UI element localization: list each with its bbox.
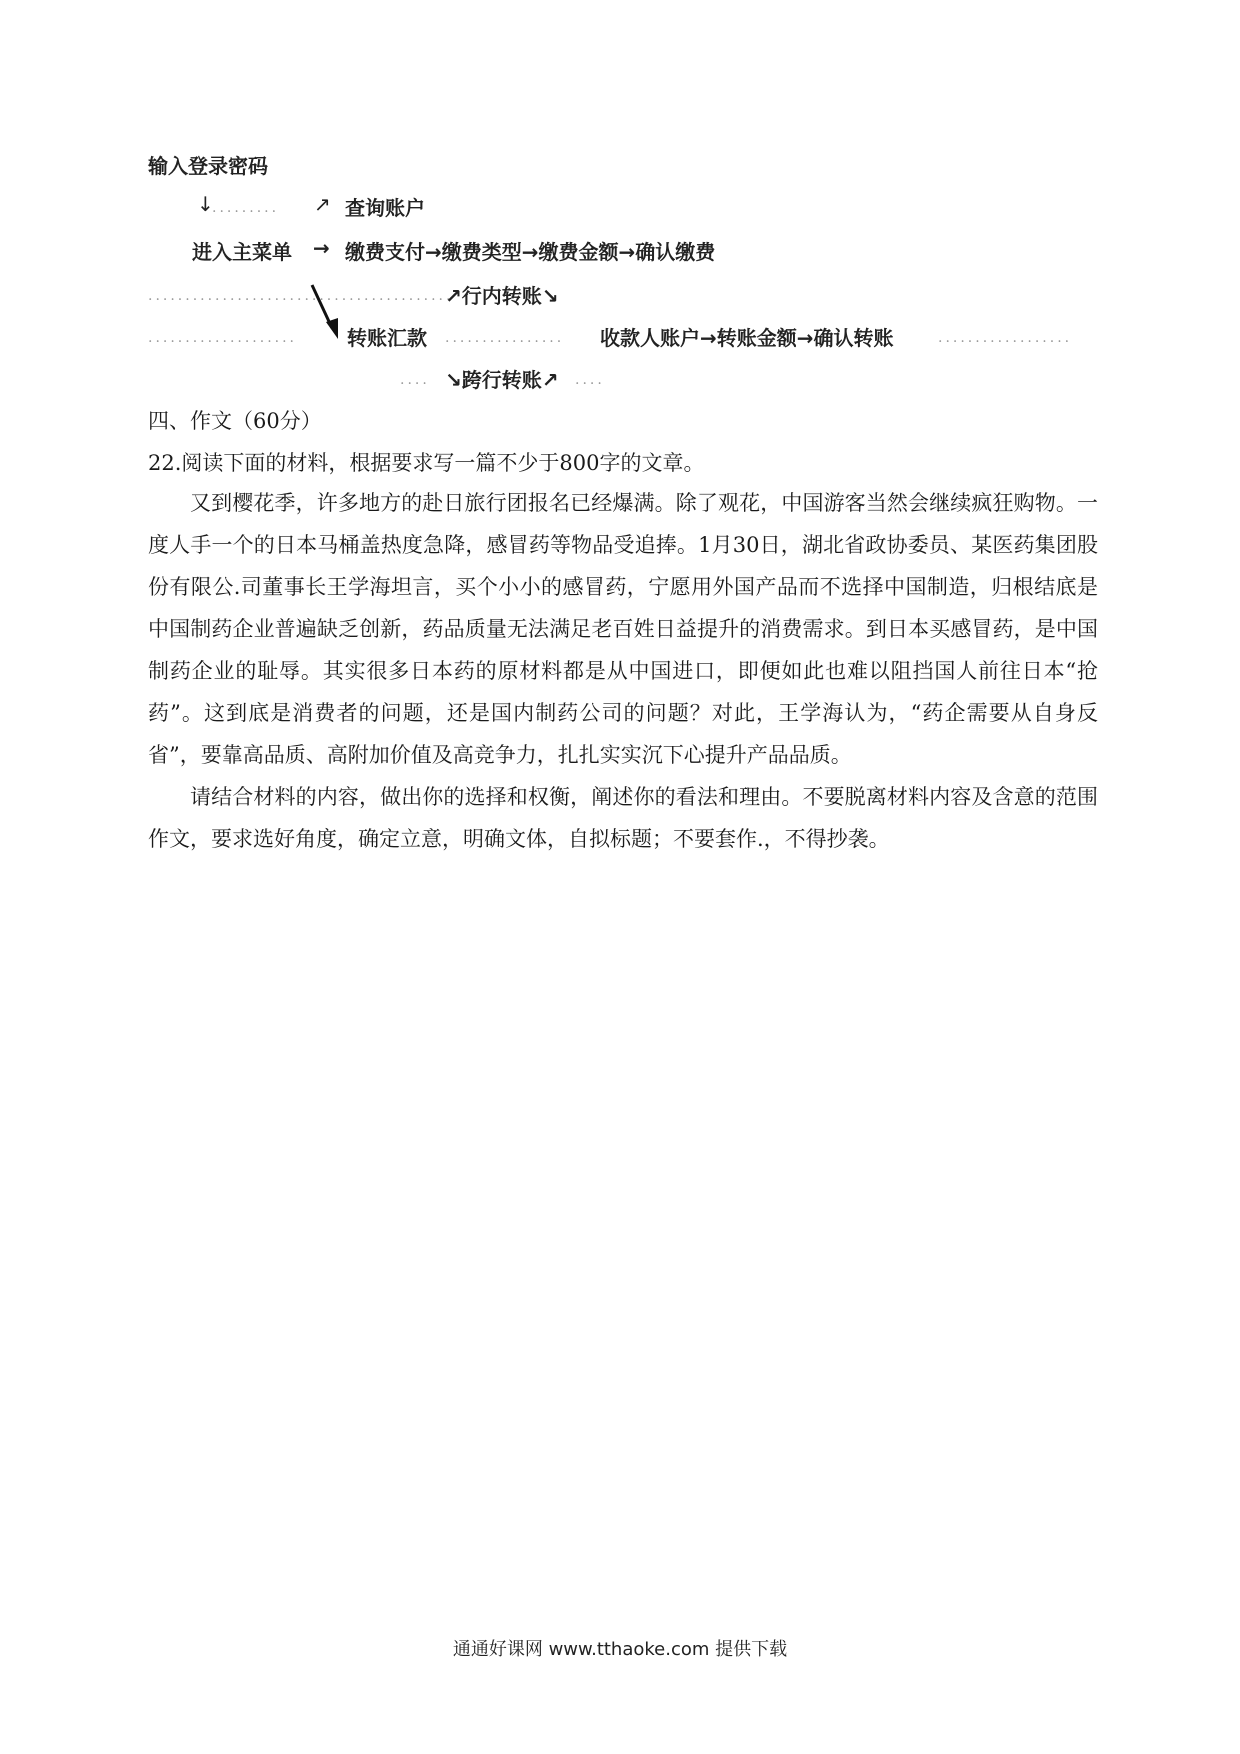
flow-login: 输入登录密码 — [148, 154, 268, 178]
flow-payment-chain: 缴费支付→缴费类型→缴费金额→确认缴费 — [345, 240, 716, 264]
flow-intra-bank: ↗行内转账↘ — [445, 284, 559, 308]
flow-dotted-leader: .... — [400, 372, 430, 388]
material-paragraph: 又到樱花季，许多地方的赴日旅行团报名已经爆满。除了观花，中国游客当然会继续疯狂购物。一度人手一个的日本马桶盖热度急降，感冒药等物品受追捧。1月30日，湖北省政协委员、某医药集团股份有限公.司董事长王学海坦言，买个小小的感冒药，宁愿用外国产品而不选择中国制造，归根结底是中国制药企业普遍缺乏创新，药品质量无法满足老百姓日益提升的消费需求。到日本买感冒药，是中国制药企业的耻辱。其实很多日本药的原材料都是从中国进口，即便如此也难以阻挡国人前往日本“抢药”。这到底是消费者的问题，还是国内制药公司的问题？对此，王学海认为，“药企需要从自身反省”，要靠高品质、高附加价值及高竞争力，扎扎实实沉下心提升产品品质。 — [148, 491, 1098, 767]
question-prompt: 22.阅读下面的材料，根据要求写一篇不少于800字的文章。 — [148, 451, 705, 475]
flow-main-menu-arrow: → — [313, 236, 330, 260]
flow-dotted-leader: .... — [575, 372, 605, 388]
flow-transfer: 转账汇款 — [347, 326, 427, 350]
flow-diagonal-arrow-icon — [0, 0, 1240, 420]
flow-query: 查询账户 — [345, 196, 425, 220]
flow-inter-bank: ↘跨行转账↗ — [445, 368, 559, 392]
instruction-paragraph: 请结合材料的内容，做出你的选择和权衡，阐述你的看法和理由。不要脱离材料内容及含意的范围作文，要求选好角度，确定立意，明确文体，自拟标题；不要套作.，不得抄袭。 — [148, 785, 1098, 851]
flow-dotted-leader: .................... — [148, 330, 298, 346]
flow-dotted-leader: ......... — [212, 200, 280, 216]
flow-transfer-chain: 收款人账户→转账金额→确认转账 — [600, 326, 894, 350]
section-heading: 四、作文（60分） — [148, 409, 322, 433]
page-footer: 通通好课网 www.tthaoke.com 提供下载 — [452, 1639, 788, 1660]
flow-down-arrow: ↓ — [197, 192, 214, 216]
flow-query-arrow: ↗ — [314, 192, 331, 216]
flow-dotted-leader: ................ — [445, 330, 565, 346]
flow-main-menu: 进入主菜单 — [192, 240, 292, 264]
flow-dotted-leader: .................. — [938, 330, 1073, 346]
flow-dotted-leader: ......................................... — [148, 288, 454, 304]
